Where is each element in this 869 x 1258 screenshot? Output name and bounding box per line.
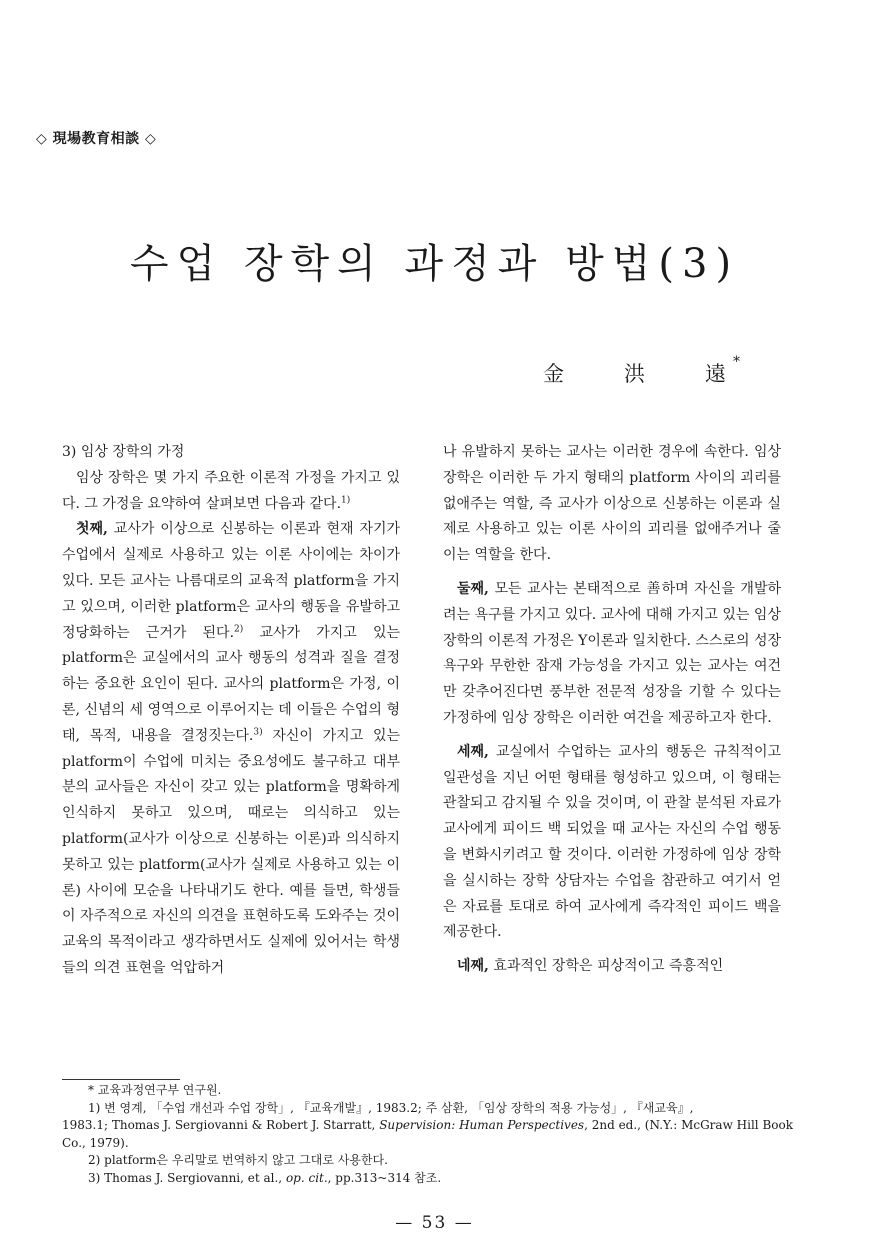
- paragraph-fourth: [443, 954, 781, 980]
- footnote-3-a: 3) Thomas J. Sergiovanni, et al.,: [88, 1170, 286, 1185]
- footnote-3: [62, 1170, 812, 1188]
- fourth-lead: 네째,: [457, 958, 489, 975]
- footnote-3-b: , pp.313~314 참조.: [327, 1170, 442, 1185]
- footnote-1-c: , 2nd ed., (N.Y.: McGraw Hill Book Co., 1979).: [62, 1118, 793, 1150]
- fourth-text: 효과적인 장학은 피상적이고 즉흥적인: [488, 958, 724, 975]
- first-lead: 첫째,: [76, 521, 108, 538]
- page-number: — 53 —: [395, 1213, 474, 1233]
- third-lead: 세째,: [457, 743, 489, 760]
- footnote-2: 2) platform은 우리말로 번역하지 않고 그대로 사용한다.: [88, 1153, 388, 1167]
- section-label: ◇ 現場教育相談 ◇: [36, 131, 157, 147]
- paragraph-third: [443, 740, 781, 946]
- third-text: 교실에서 수업하는 교사의 행동은 규칙적이고 일관성을 지닌 어떤 형태를 형성하고 있으며, 이 형태는 관찰되고 감지될 수 있을 것이며, 이 관찰 분석된 자료가 교사에게 피이드 백 되었을 때 교사는 자신의 수업 행동을 변화시키려고 할 것이다. 이러한 가정하에 임상 장학을 실시하는 장학 상담자는 수업을 참관하고 여기서 얻은 자료를 토대로 하여 교사에게 즉각적인 피이드 백을 제공한다.: [443, 743, 781, 941]
- article-title: 수업 장학의 과정과 방법(3): [129, 241, 740, 287]
- footnote-ref-3: 3): [253, 727, 263, 738]
- footnote-ref-1: 1): [341, 494, 351, 505]
- footnote-1: [62, 1100, 812, 1153]
- intro-paragraph: [62, 466, 400, 518]
- footnote-1-a: 1) 변 영계, 「수업 개선과 수업 장학」, 『교육개발』, 1983.2; 주 삼환, 「임상 장학의 적용 가능성」, 『새교육』,: [88, 1100, 694, 1115]
- second-lead: 둘째,: [457, 580, 489, 597]
- intro-text: 임상 장학은 몇 가지 주요한 이론적 가정을 가지고 있다. 그 가정을 요약하여 살펴보면 다음과 같다.: [62, 469, 400, 512]
- footnotes: [62, 1082, 812, 1187]
- paragraph-first-continued: 나 유발하지 못하는 교사는 이러한 경우에 속한다. 임상 장학은 이러한 두 가지 형태의 platform 사이의 괴리를 없애주는 역할, 즉 교사가 이상으로 신봉하는 이론과 실제로 사용하고 있는 이론 사이의 괴리를 없애주거나 줄이는 역할을 한다.: [443, 444, 781, 564]
- footnote-ref-2: 2): [234, 623, 244, 634]
- author-char-2: 洪: [624, 362, 645, 386]
- left-column: [62, 440, 400, 982]
- author-footnote-mark: *: [733, 354, 740, 370]
- footnote-3-italic: op. cit.: [285, 1170, 328, 1185]
- right-column: [443, 440, 781, 980]
- footnote-divider: [62, 1079, 180, 1080]
- first-text-a: 교사가 이상으로 신봉하는 이론과 현재 자기가 수업에서 실제로 사용하고 있는 이론 사이에는 차이가 있다. 모든 교사는 나름대로의 교육적 platform을 가지고 있으며, 이러한 platform은 교사의 행동을 유발하고 정당화하는 근거가 된다.: [62, 521, 400, 641]
- second-text: 모든 교사는 본태적으로 善하며 자신을 개발하려는 욕구를 가지고 있다. 교사에 대해 가지고 있는 임상 장학의 이론적 가정은 Y이론과 일치한다. 스스로의 성장 욕구와 무한한 잠재 가능성을 가지고 있는 교사는 여건만 갖추어진다면 풍부한 전문적 성장을 기할 수 있다는 가정하에 임상 장학은 이러한 여건을 제공하고자 한다.: [443, 580, 781, 726]
- author-byline: [0, 354, 869, 388]
- paragraph-first: [62, 517, 400, 981]
- footnote-1-italic: Supervision: Human Perspectives: [379, 1118, 585, 1132]
- first-text-b: 교사가 가지고 있는 platform은 교실에서의 교사 행동의 성격과 질을 결정하는 중요한 요인이 된다. 교사의 platform은 가정, 이론, 신념의 세 영역으로 이루어지는 데 이들은 수업의 형태, 목적, 내용을 결정짓는다.: [62, 624, 401, 744]
- footnote-1-b: 1983.1; Thomas J. Sergiovanni & Robert J. Starratt,: [62, 1118, 380, 1132]
- first-text-c: 자신이 가지고 있는 platform이 수업에 미치는 중요성에도 불구하고 대부분의 교사들은 자신이 갖고 있는 platform을 명확하게 인식하지 못하고 있으며, 때로는 의식하고 있는 platform(교사가 이상으로 신봉하는 이론)과 의식하지 못하고 있는 platform(교사가 실제로 사용하고 있는 이론) 사이에 모순을 나타내기도 한다. 예를 들면, 학생들이 자주적으로 자신의 의견을 표현하도록 도와주는 것이 교육의 목적이라고 생각하면서도 실제에 있어서는 학생들의 의견 표현을 억압하거: [62, 727, 401, 976]
- author-char-1: 金: [543, 362, 564, 386]
- footnote-1-cont: [62, 1117, 812, 1152]
- paragraph-second: [443, 577, 781, 732]
- author-char-3: 遠: [705, 362, 726, 386]
- subsection-heading: 3) 임상 장학의 가정: [62, 444, 185, 460]
- author-affiliation: * 교육과정연구부 연구원.: [88, 1083, 222, 1097]
